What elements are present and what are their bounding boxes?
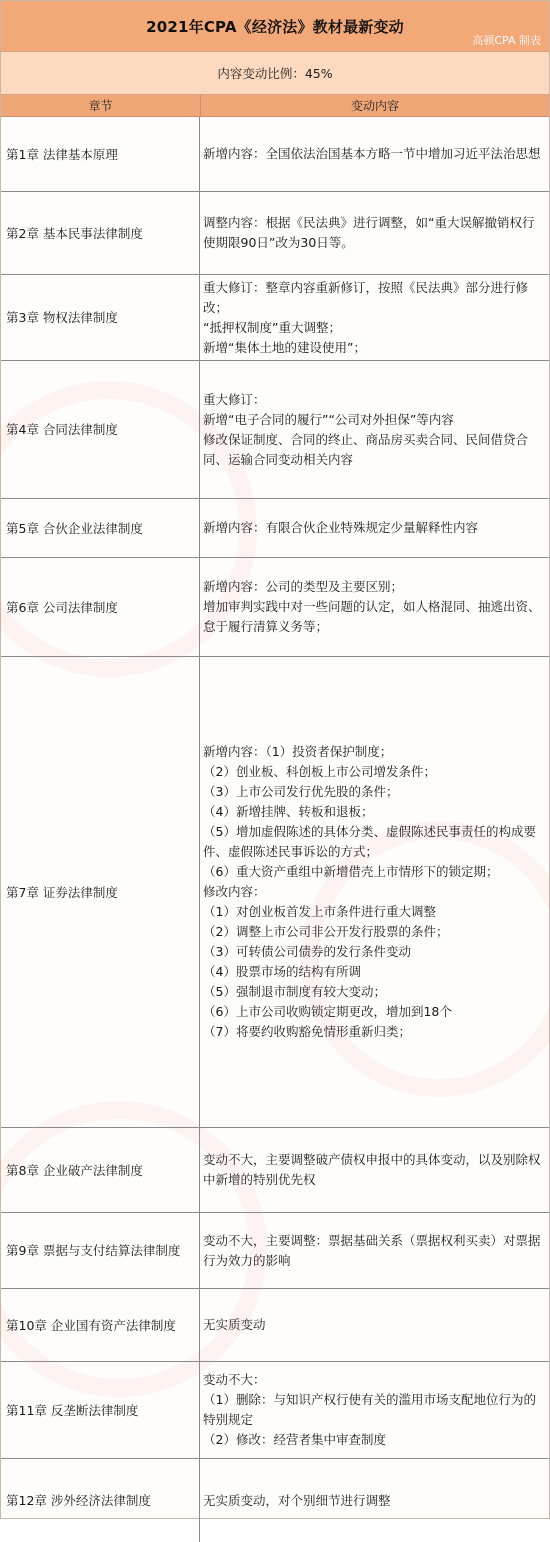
- table-row: [1, 361, 549, 499]
- change-ratio: 内容变动比例：45%: [1, 52, 549, 95]
- change-line: （2）创业板、科创板上市公司增发条件；: [203, 764, 436, 779]
- change-line: 变动不大：: [203, 1372, 266, 1387]
- changes-cell: [200, 275, 549, 360]
- change-line: 重大修订：: [203, 391, 266, 407]
- changes-cell: [200, 1128, 549, 1212]
- change-line: （5）增加虚假陈述的具体分类、虚假陈述民事责任的构成要件、虚假陈述民事诉讼的方式；: [203, 824, 536, 859]
- change-line: 修改内容：: [203, 884, 266, 899]
- chapter-cell: 第3章 物权法律制度: [1, 275, 200, 360]
- change-line: 变动不大，主要调整：票据基础关系（票据权利买卖）对票据行为效力的影响: [203, 1232, 541, 1268]
- chapter-cell: 第1章 法律基本原理: [1, 117, 200, 191]
- change-line: （7）将要约收购豁免情形重新归类；: [203, 1024, 411, 1039]
- table-row: [1, 275, 549, 361]
- change-line: （2）修改：经营者集中审查制度: [203, 1432, 386, 1447]
- change-line: 无实质变动，对个别细节进行调整: [203, 1492, 391, 1508]
- change-line: （2）调整上市公司非公开发行股票的条件；: [203, 924, 449, 939]
- chapter-cell: 第11章 反垄断法律制度: [1, 1362, 200, 1458]
- credit-label: 高顿CPA 制表: [472, 34, 541, 47]
- table-title-bar: [1, 1, 549, 52]
- changes-cell: [200, 192, 549, 274]
- change-line: （3）上市公司发行优先股的条件；: [203, 784, 399, 799]
- changes-cell: [200, 1289, 549, 1361]
- change-line: 新增内容：公司的类型及主要区别；: [203, 579, 404, 594]
- change-line: 新增“集体土地的建设使用”；: [203, 339, 366, 355]
- table-title: 2021年CPA《经济法》教材最新变动: [146, 17, 404, 36]
- chapter-cell: 第7章 证券法律制度: [1, 657, 200, 1127]
- table-row: [1, 1362, 549, 1459]
- table-row: [1, 117, 549, 192]
- column-header-row: [1, 95, 549, 117]
- change-line: 新增“电子合同的履行”“公司对外担保”等内容: [203, 411, 454, 427]
- changes-cell: [200, 117, 549, 191]
- change-line: （6）上市公司收购锁定期更改，增加到18个: [203, 1004, 452, 1019]
- change-line: （4）新增挂牌、转板和退板；: [203, 804, 374, 819]
- column-header-chapter: 章节: [1, 95, 201, 116]
- chapter-cell: 第10章 企业国有资产法律制度: [1, 1289, 200, 1361]
- change-line: 变动不大，主要调整破产债权申报中的具体变动，以及别除权中新增的特别优先权: [203, 1152, 541, 1187]
- change-line: （3）可转债公司债券的发行条件变动: [203, 944, 411, 959]
- table-body: [1, 117, 549, 1542]
- changes-cell: [200, 1459, 549, 1542]
- chapter-cell: 第2章 基本民事法律制度: [1, 192, 200, 274]
- changes-cell: [200, 657, 549, 1127]
- table-row: [1, 1289, 549, 1362]
- table-row: [1, 1459, 549, 1542]
- changes-cell: [200, 1213, 549, 1288]
- chapter-cell: 第4章 合同法律制度: [1, 361, 200, 498]
- chapter-cell: 第8章 企业破产法律制度: [1, 1128, 200, 1212]
- change-line: 新增内容：有限合伙企业特殊规定少量解释性内容: [203, 520, 479, 535]
- chapter-cell: 第5章 合伙企业法律制度: [1, 499, 200, 557]
- chapter-cell: 第6章 公司法律制度: [1, 558, 200, 656]
- change-line: “抵押权制度”重大调整；: [203, 319, 341, 335]
- change-line: 修改保证制度、合同的终止、商品房买卖合同、民间借贷合同、运输合同变动相关内容: [203, 431, 529, 467]
- table-row: [1, 558, 549, 657]
- change-line: （4）股票市场的结构有所调: [203, 964, 361, 979]
- change-line: 新增内容：全国依法治国基本方略一节中增加习近平法治思想: [203, 146, 541, 161]
- change-line: （5）强制退市制度有较大变动；: [203, 984, 386, 999]
- change-line: （1）删除：与知识产权行使有关的滥用市场支配地位行为的特别规定: [203, 1392, 536, 1427]
- changes-cell: [200, 1362, 549, 1458]
- table-row: [1, 192, 549, 275]
- change-line: 调整内容：根据《民法典》进行调整，如“重大误解撤销权行使期限90日”改为30日等。: [203, 215, 535, 250]
- change-line: 增加审判实践中对一些问题的认定，如人格混同、抽逃出资、怠于履行清算义务等；: [203, 599, 541, 634]
- table-row: [1, 1213, 549, 1289]
- table-row: [1, 1128, 549, 1213]
- table-row: [1, 657, 549, 1128]
- change-line: 新增内容：（1）投资者保护制度；: [203, 744, 393, 759]
- change-line: 重大修订：整章内容重新修订，按照《民法典》部分进行修改；: [203, 279, 529, 315]
- table-row: [1, 499, 549, 558]
- changes-cell: [200, 558, 549, 656]
- chapter-cell: 第9章 票据与支付结算法律制度: [1, 1213, 200, 1288]
- column-header-changes: 变动内容: [350, 99, 399, 113]
- change-line: 无实质变动: [203, 1317, 266, 1332]
- changes-cell: [200, 499, 549, 557]
- change-line: （1）对创业板首发上市条件进行重大调整: [203, 904, 436, 919]
- change-line: （6）重大资产重组中新增借壳上市情形下的锁定期；: [203, 864, 499, 879]
- changes-cell: [200, 361, 549, 498]
- chapter-cell: 第12章 涉外经济法律制度: [1, 1459, 200, 1542]
